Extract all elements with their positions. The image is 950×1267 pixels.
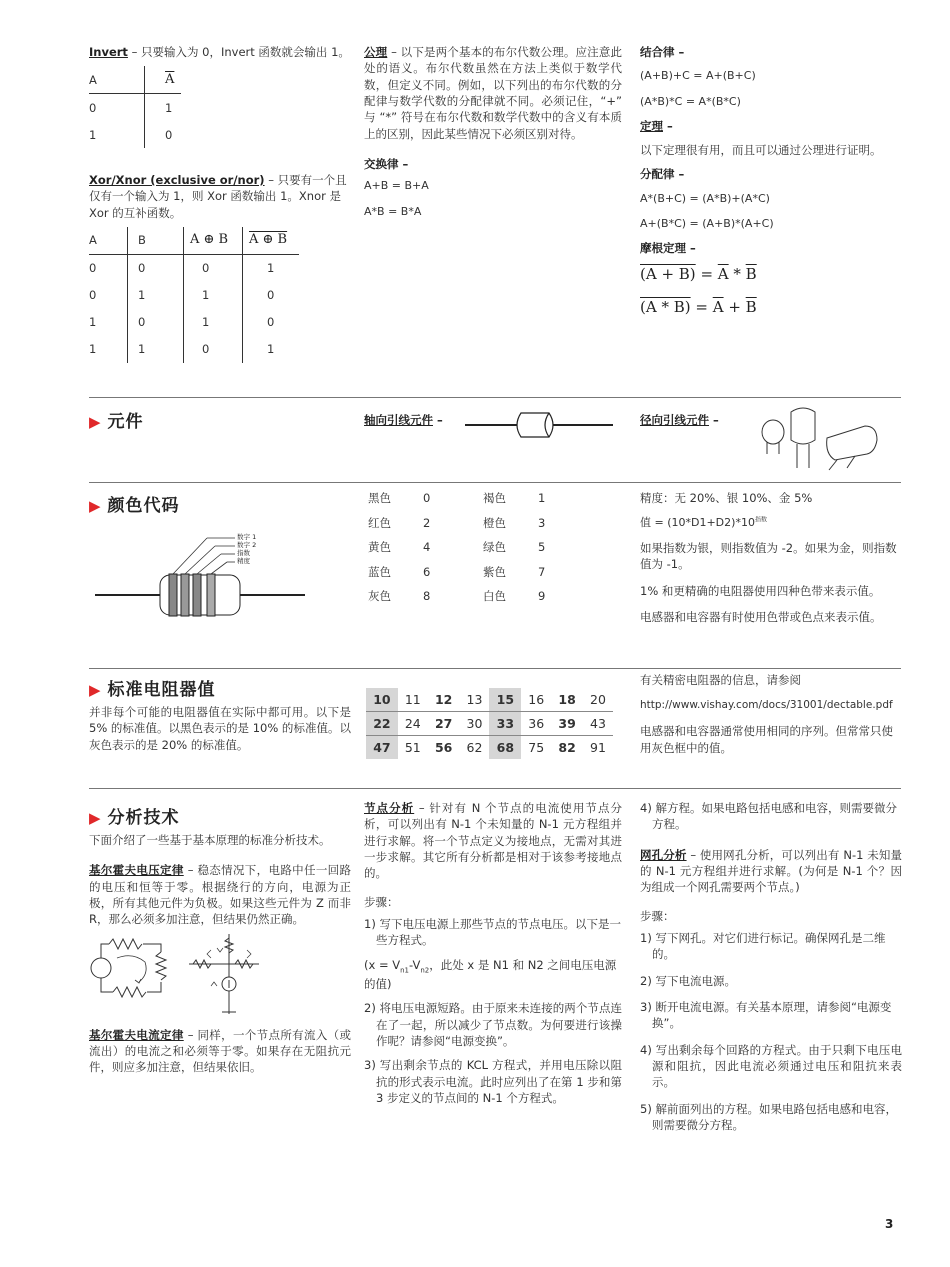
node-paren-sub: n1 xyxy=(400,965,409,974)
axioms-text: – 以下是两个基本的布尔代数公理。应注意此处的语义。布尔代数虽然在方法上类似于数学代数，但定义不同。例如，以下列出的布尔代数的分配律与数学代数的分配律就不同。必须记住，“+” 与 “*” 符号在布尔代数和数学代数中的含义有本质上的区别，因此某些情况下必须区别对待。 xyxy=(364,45,622,141)
xor-cell: 1 xyxy=(184,282,243,309)
color-digit: 8 xyxy=(423,589,431,604)
mesh-analysis-text: – 使用网孔分析，可以列出有 N-1 未知量的 N-1 元方程组并进行求解。(为何是 N-1 个？因为组成一个网孔需要两个节点。) xyxy=(640,847,902,895)
analysis-intro: 下面介绍了一些基于基本原理的标准分析技术。 xyxy=(89,833,331,848)
divider xyxy=(89,482,901,483)
mesh-step: 4) 写出剩余每个回路的方程式。由于只剩下电压电源和阻抗，因此电流必须通过电压和阻抗来表示。 xyxy=(640,1042,902,1090)
std-values-heading xyxy=(89,678,351,702)
commutative-eq-1: A+B = B+A xyxy=(364,179,429,193)
divider xyxy=(89,668,901,669)
value-cell: 20 xyxy=(590,691,606,707)
invert-cell: 1 xyxy=(165,100,173,115)
theorem-text: 以下定理很有用，而且可以通过公理进行证明。 xyxy=(640,142,882,157)
xor-title: Xor/Xnor (exclusive or/nor) xyxy=(89,173,265,187)
value-cell: 47 xyxy=(366,736,398,760)
color-digit: 4 xyxy=(423,540,431,555)
xor-cell: 0 xyxy=(128,309,184,336)
axioms-section xyxy=(364,44,622,226)
node-paren-text: (x = V xyxy=(364,957,401,972)
invert-header-not-a: $\overline{A}$ xyxy=(165,71,175,87)
band-label: 指数 xyxy=(237,549,250,557)
axial-title: 轴向引线元件 xyxy=(364,413,433,427)
xor-table xyxy=(89,227,299,363)
distributive-title: 分配律 – xyxy=(640,167,685,182)
theorem-dash: – xyxy=(663,118,673,133)
xor-cell: 1 xyxy=(267,261,275,276)
mesh-steps xyxy=(640,930,902,1133)
commutative-title: 交换律 – xyxy=(364,156,409,171)
value-cell: 91 xyxy=(583,736,613,760)
xor-cell: 0 xyxy=(128,254,184,282)
std-values-left xyxy=(89,678,351,759)
value-cell: 11 xyxy=(404,691,421,707)
divider xyxy=(89,397,901,398)
mesh-step: 2) 写下电流电源。 xyxy=(640,973,736,988)
color-digit: 6 xyxy=(423,564,431,579)
std-values-title: 标准电阻器值 xyxy=(107,680,216,700)
xor-cell: 0 xyxy=(184,336,243,363)
radial-dash: – xyxy=(709,413,719,427)
analysis-col-2 xyxy=(364,800,622,1113)
node-steps xyxy=(364,916,622,1106)
value-cell: 27 xyxy=(428,712,460,736)
value-cell: 22 xyxy=(366,712,398,736)
node-step: 2) 将电压电源短路。由于原来未连接的两个节点连在了一起，所以减少了节点数。为何要进行该操作呢？请参阅“电源变换”。 xyxy=(364,1001,622,1048)
invert-cell: 1 xyxy=(89,121,145,148)
inductor-note: 电感器和电容器有时使用色带或色点来表示值。 xyxy=(640,609,882,624)
node-paren-text: ，此处 x 是 N1 和 N2 之间电压电源的值) xyxy=(364,957,617,991)
theorems-section xyxy=(640,44,900,319)
node-analysis-title: 节点分析 xyxy=(364,801,415,815)
color-name: 白色 xyxy=(483,589,506,604)
value-cell: 12 xyxy=(434,691,453,707)
triangle-bullet-icon: ▶ xyxy=(89,809,102,827)
value-cell: 51 xyxy=(398,736,428,760)
analysis-col-1 xyxy=(89,806,351,1082)
value-cell: 39 xyxy=(551,712,583,736)
value-cell: 62 xyxy=(460,736,490,760)
mesh-analysis-title: 网孔分析 xyxy=(640,847,687,862)
xor-cell: 0 xyxy=(184,254,243,282)
triangle-bullet-icon: ▶ xyxy=(89,681,102,699)
analysis-col-3 xyxy=(640,800,902,1140)
associative-eq-1: (A+B)+C = A+(B+C) xyxy=(640,69,756,83)
value-formula-sup: 指数 xyxy=(754,516,767,524)
invert-text: – 只要输入为 0，Invert 函数就会输出 1。 xyxy=(127,45,350,59)
value-cell: 56 xyxy=(428,736,460,760)
kvl-title: 基尔霍夫电压定律 xyxy=(89,863,184,878)
kvl-text: – 稳态情况下，电路中任一回路的电压和恒等于零。根据绕行的方向，电源为正极，所有其他元件为负极。如果这些元件为 Z 而非 R，那么必须多加注意，但结果仍然正确。 xyxy=(89,863,352,927)
value-cell: 18 xyxy=(558,691,576,707)
distributive-eq-1: A*(B+C) = (A*B)+(A*C) xyxy=(640,191,770,205)
invert-header-a: A xyxy=(89,66,145,94)
band-label: 数字 1 xyxy=(237,533,257,541)
mesh-steps-label: 步骤： xyxy=(640,908,675,923)
vishay-url[interactable]: http://www.vishay.com/docs/31001/dectable.pdf xyxy=(640,699,893,712)
invert-title: Invert xyxy=(89,45,128,59)
demorgan-eq-1: $(A + B) = \overline{A} * \overline{B}$ xyxy=(640,265,757,284)
color-digit: 2 xyxy=(423,515,431,530)
components-title: 元件 xyxy=(107,412,144,432)
value-cell: 10 xyxy=(366,688,398,712)
node-analysis-text: – 针对有 N 个节点的电流使用节点分析，可以列出有 N-1 个未知量的 N-1 元方程组并进行求解。将一个节点定义为接地点，无需对其进一步求解。其它所有分析都是相对于该参考接地点的。 xyxy=(364,801,622,881)
xor-cell: 1 xyxy=(267,342,275,357)
value-cell: 13 xyxy=(466,691,483,707)
color-digit: 1 xyxy=(538,491,546,506)
value-cell: 24 xyxy=(398,712,428,736)
value-cell: 43 xyxy=(583,712,613,736)
precision-text: 精度：无 20%、银 10%、金 5% xyxy=(640,491,813,505)
invert-section xyxy=(89,44,351,148)
axioms-title: 公理 xyxy=(364,45,388,59)
analysis-heading xyxy=(89,806,351,830)
color-name: 橙色 xyxy=(483,515,506,530)
xor-cell: 1 xyxy=(128,336,184,363)
xor-text: – 只要有一个且仅有一个输入为 1，则 Xor 函数输出 1。Xnor 是 Xor 的互补函数。 xyxy=(89,173,347,220)
value-cell: 75 xyxy=(521,736,551,760)
node-steps-cont xyxy=(640,800,902,833)
value-cell: 82 xyxy=(551,736,583,760)
xor-header-b: B xyxy=(128,227,184,255)
value-formula xyxy=(640,515,902,531)
band-label: 数字 2 xyxy=(237,541,257,549)
xor-cell: 1 xyxy=(184,309,243,336)
band-label: 精度 xyxy=(237,557,250,565)
band-labels xyxy=(237,533,256,565)
color-name: 绿色 xyxy=(483,540,506,555)
value-cell: 33 xyxy=(489,712,521,736)
value-row xyxy=(366,688,613,712)
color-name: 黄色 xyxy=(368,540,391,555)
color-row xyxy=(368,584,545,609)
color-name: 紫色 xyxy=(483,564,506,579)
xor-cell: 0 xyxy=(89,282,128,309)
gray-box-note: 电感器和电容器通常使用相同的序列。但常常只使用灰色框中的值。 xyxy=(640,724,893,755)
associative-eq-2: (A*B)*C = A*(B*C) xyxy=(640,94,741,108)
invert-cell: 0 xyxy=(89,94,145,122)
kcl-title: 基尔霍夫电流定律 xyxy=(89,1027,184,1042)
node-paren-text: -V xyxy=(409,957,421,972)
radial-components-icon xyxy=(755,402,885,472)
color-notes xyxy=(640,490,902,631)
axial-dash: – xyxy=(433,413,443,427)
resistor-bands-icon xyxy=(95,530,305,625)
std-values-text: 并非每个可能的电阻器值在实际中都可用。以下是 5% 的标准值。以黑色表示的是 10% 的标准值。以灰色表示的是 20% 的标准值。 xyxy=(89,705,351,752)
commutative-eq-2: A*B = B*A xyxy=(364,204,422,218)
silver-gold-note: 如果指数为银，则指数值为 -2。如果为金，则指数值为 -1。 xyxy=(640,540,897,572)
color-row xyxy=(368,511,545,536)
color-name: 褐色 xyxy=(483,491,506,506)
xor-header-xnor: A ⊕ B xyxy=(249,232,288,248)
std-values-right xyxy=(640,672,902,762)
precision-band-note: 1% 和更精确的电阻器使用四种色带来表示值。 xyxy=(640,583,881,598)
triangle-bullet-icon: ▶ xyxy=(89,497,102,515)
triangle-bullet-icon: ▶ xyxy=(89,413,102,431)
color-row xyxy=(368,486,545,511)
value-formula-text: 值 = (10*D1+D2)*10 xyxy=(640,516,755,530)
precision-resistor-ref: 有关精密电阻器的信息，请参阅 xyxy=(640,673,801,687)
mesh-step: 5) 解前面列出的方程。如果电路包括电感和电容，则需要微分方程。 xyxy=(640,1101,897,1132)
mesh-step: 1) 写下网孔。对它们进行标记。确保网孔是二维的。 xyxy=(640,930,886,962)
color-name: 蓝色 xyxy=(368,564,391,579)
xor-header-a: A xyxy=(89,227,128,255)
xor-cell: 1 xyxy=(89,309,128,336)
node-step-paren xyxy=(364,957,622,993)
value-cell: 68 xyxy=(489,736,521,760)
color-digit: 0 xyxy=(423,491,431,506)
invert-table xyxy=(89,66,181,148)
demorgan-title: 摩根定理 – xyxy=(640,240,696,255)
kcl-text: – 同样，一个节点所有流入（或流出）的电流之和必须等于零。如果存在无阻抗元件，则应多加注意，但结果依旧。 xyxy=(89,1027,352,1075)
resistor-values-table xyxy=(366,688,613,759)
value-cell: 36 xyxy=(521,712,551,736)
color-code-heading xyxy=(89,494,180,518)
value-cell: 16 xyxy=(528,691,545,707)
color-digit: 9 xyxy=(538,589,546,604)
color-name: 黑色 xyxy=(368,491,391,506)
value-cell: 15 xyxy=(489,688,521,712)
radial-title: 径向引线元件 xyxy=(640,413,709,427)
xor-cell: 1 xyxy=(89,336,128,363)
axial-label xyxy=(364,412,443,428)
xor-cell: 0 xyxy=(267,315,275,330)
associative-title: 结合律 – xyxy=(640,45,685,59)
kvl-kcl-circuit-icon xyxy=(89,934,349,1019)
page-number: 3 xyxy=(885,1217,894,1231)
xor-section xyxy=(89,172,351,363)
color-digit: 3 xyxy=(538,515,546,530)
color-digit: 5 xyxy=(538,540,546,555)
node-step: 4) 解方程。如果电路包括电感和电容，则需要微分方程。 xyxy=(640,801,897,832)
color-row xyxy=(368,560,545,585)
axial-component-icon xyxy=(465,410,613,440)
xor-cell: 1 xyxy=(128,282,184,309)
xor-header-xor: A ⊕ B xyxy=(184,227,243,255)
node-steps-label: 步骤： xyxy=(364,894,399,909)
radial-label xyxy=(640,412,719,428)
divider xyxy=(89,788,901,789)
components-heading xyxy=(89,410,144,434)
color-name: 灰色 xyxy=(368,589,391,604)
demorgan-eq-2: $(A * B) = \overline{A} + \overline{B}$ xyxy=(640,298,757,317)
color-code-title: 颜色代码 xyxy=(107,496,180,516)
node-step: 1) 写下电压电源上那些节点的节点电压。以下是一些方程式。 xyxy=(364,916,621,948)
color-name: 红色 xyxy=(368,515,391,530)
color-table xyxy=(368,486,545,609)
color-row xyxy=(368,535,545,560)
node-paren-sub: n2 xyxy=(420,965,430,974)
color-digit: 7 xyxy=(538,564,546,579)
value-row xyxy=(366,736,613,760)
value-row xyxy=(366,712,613,736)
value-cell: 30 xyxy=(460,712,490,736)
mesh-step: 3) 断开电流电源。有关基本原理，请参阅“电源变换”。 xyxy=(640,999,892,1031)
theorem-title: 定理 xyxy=(640,118,663,133)
xor-cell: 0 xyxy=(267,288,275,303)
distributive-eq-2: A+(B*C) = (A+B)*(A+C) xyxy=(640,217,774,231)
invert-cell: 0 xyxy=(165,127,173,142)
node-step: 3) 写出剩余节点的 KCL 方程式，并用电压除以阻抗的形式表示电流。此时应列出了在第 1 步和第 3 步定义的节点间的 N-1 个方程式。 xyxy=(364,1058,622,1105)
analysis-title: 分析技术 xyxy=(107,808,180,828)
xor-cell: 0 xyxy=(89,254,128,282)
